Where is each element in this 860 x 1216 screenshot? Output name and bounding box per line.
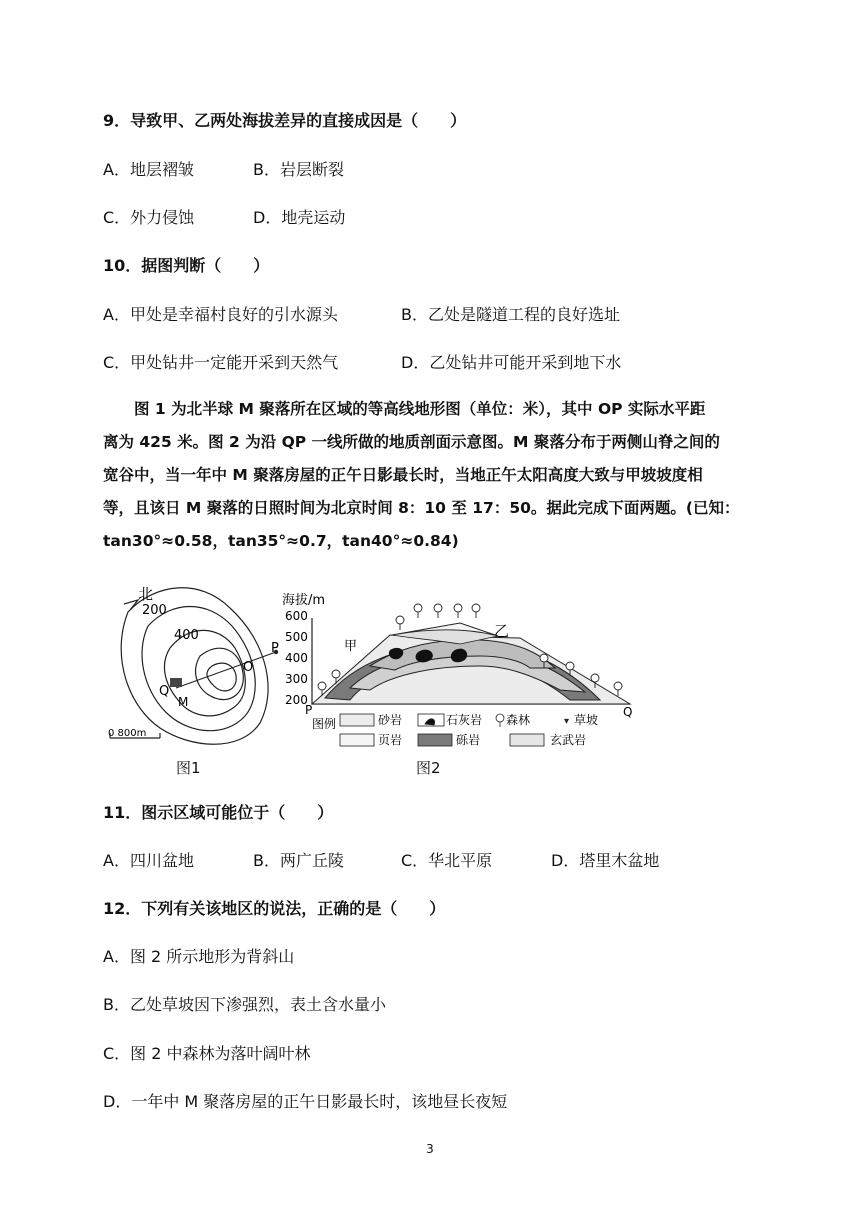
legend-forest: 森林 (506, 713, 531, 727)
question-11-stem: 11．图示区域可能位于（ ） (103, 803, 334, 822)
passage-line: 等，且该日 M 聚落的日照时间为北京时间 8：10 至 17：50。据此完成下面两题。(已知： (103, 499, 740, 517)
q10-option-a: A．甲处是幸福村良好的引水源头 (103, 305, 338, 324)
north-label: 北 (138, 585, 154, 603)
passage-line: tan30°≈0.58，tan35°≈0.7，tan40°≈0.84) (103, 532, 459, 550)
figures-svg (100, 578, 648, 778)
passage (103, 393, 763, 558)
figure-2-caption: 图2 (416, 759, 441, 777)
contour-label-200: 200 (142, 603, 167, 618)
q9-option-a: A．地层褶皱 (103, 160, 194, 179)
page-number: 3 (426, 1142, 434, 1156)
q12-option-a: A．图 2 所示地形为背斜山 (103, 947, 295, 966)
q10-option-d: D．乙处钻井可能开采到地下水 (401, 353, 622, 372)
q9-option-b: B．岩层断裂 (253, 160, 344, 179)
legend-basalt: 玄武岩 (550, 733, 587, 747)
y-tick-400: 400 (285, 651, 308, 665)
legend-shale: 页岩 (378, 733, 403, 747)
point-o-label: O (243, 660, 254, 675)
q11-option-b: B．两广丘陵 (253, 851, 344, 870)
q10-option-b: B．乙处是隧道工程的良好选址 (401, 305, 620, 324)
y-tick-300: 300 (285, 672, 308, 686)
point-m-label: M (178, 695, 189, 709)
label-jia: 甲 (344, 639, 358, 654)
profile-q-label: Q (623, 705, 633, 719)
y-axis-title: 海拔/m (282, 593, 326, 608)
q12-option-c: C．图 2 中森林为落叶阔叶林 (103, 1044, 311, 1063)
q12-option-d: D．一年中 M 聚落房屋的正午日影最长时，该地昼长夜短 (103, 1092, 508, 1111)
legend-title: 图例 (312, 717, 337, 731)
figure-1-caption: 图1 (176, 759, 201, 777)
q11-option-d: D．塔里木盆地 (551, 851, 660, 870)
y-tick-500: 500 (285, 630, 308, 644)
point-q-label: Q (159, 684, 170, 699)
passage-line: 宽谷中，当一年中 M 聚落房屋的正午日影最长时，当地正午太阳高度大致与甲坡坡度相 (103, 466, 703, 484)
legend-limestone: 石灰岩 (446, 713, 483, 727)
q9-option-d: D．地壳运动 (253, 208, 346, 227)
question-10-stem: 10．据图判断（ ） (103, 256, 270, 275)
question-12-stem: 12．下列有关该地区的说法，正确的是（ ） (103, 899, 446, 918)
point-p-label: P (271, 641, 279, 656)
legend-conglomerate: 砾岩 (456, 733, 481, 747)
figure-2-profile (312, 604, 630, 704)
y-tick-200: 200 (285, 693, 308, 707)
legend-grass-slope: 草坡 (574, 713, 599, 727)
label-yi: 乙 (494, 622, 510, 640)
q12-option-b: B．乙处草坡因下渗强烈，表土含水量小 (103, 995, 386, 1014)
question-9-stem: 9．导致甲、乙两处海拔差异的直接成因是（ ） (103, 111, 467, 130)
m-settlement-marker (170, 678, 182, 687)
q11-option-a: A．四川盆地 (103, 851, 194, 870)
legend-sandstone: 砂岩 (378, 713, 403, 727)
scale-label: 0 800m (108, 728, 147, 739)
q9-option-c: C．外力侵蚀 (103, 208, 195, 227)
contour-label-400: 400 (174, 628, 199, 643)
svg-text:▾: ▾ (564, 716, 570, 727)
q10-option-c: C．甲处钻井一定能开采到天然气 (103, 353, 339, 372)
passage-line: 离为 425 米。图 2 为沿 QP 一线所做的地质剖面示意图。M 聚落分布于两侧山脊之间的 (103, 433, 720, 451)
y-tick-600: 600 (285, 609, 308, 623)
q11-option-c: C．华北平原 (401, 851, 493, 870)
profile-p-label: P (305, 703, 313, 717)
geology-figures (100, 578, 648, 778)
passage-line: 图 1 为北半球 M 聚落所在区域的等高线地形图（单位：米），其中 OP 实际水平距 (103, 400, 706, 418)
